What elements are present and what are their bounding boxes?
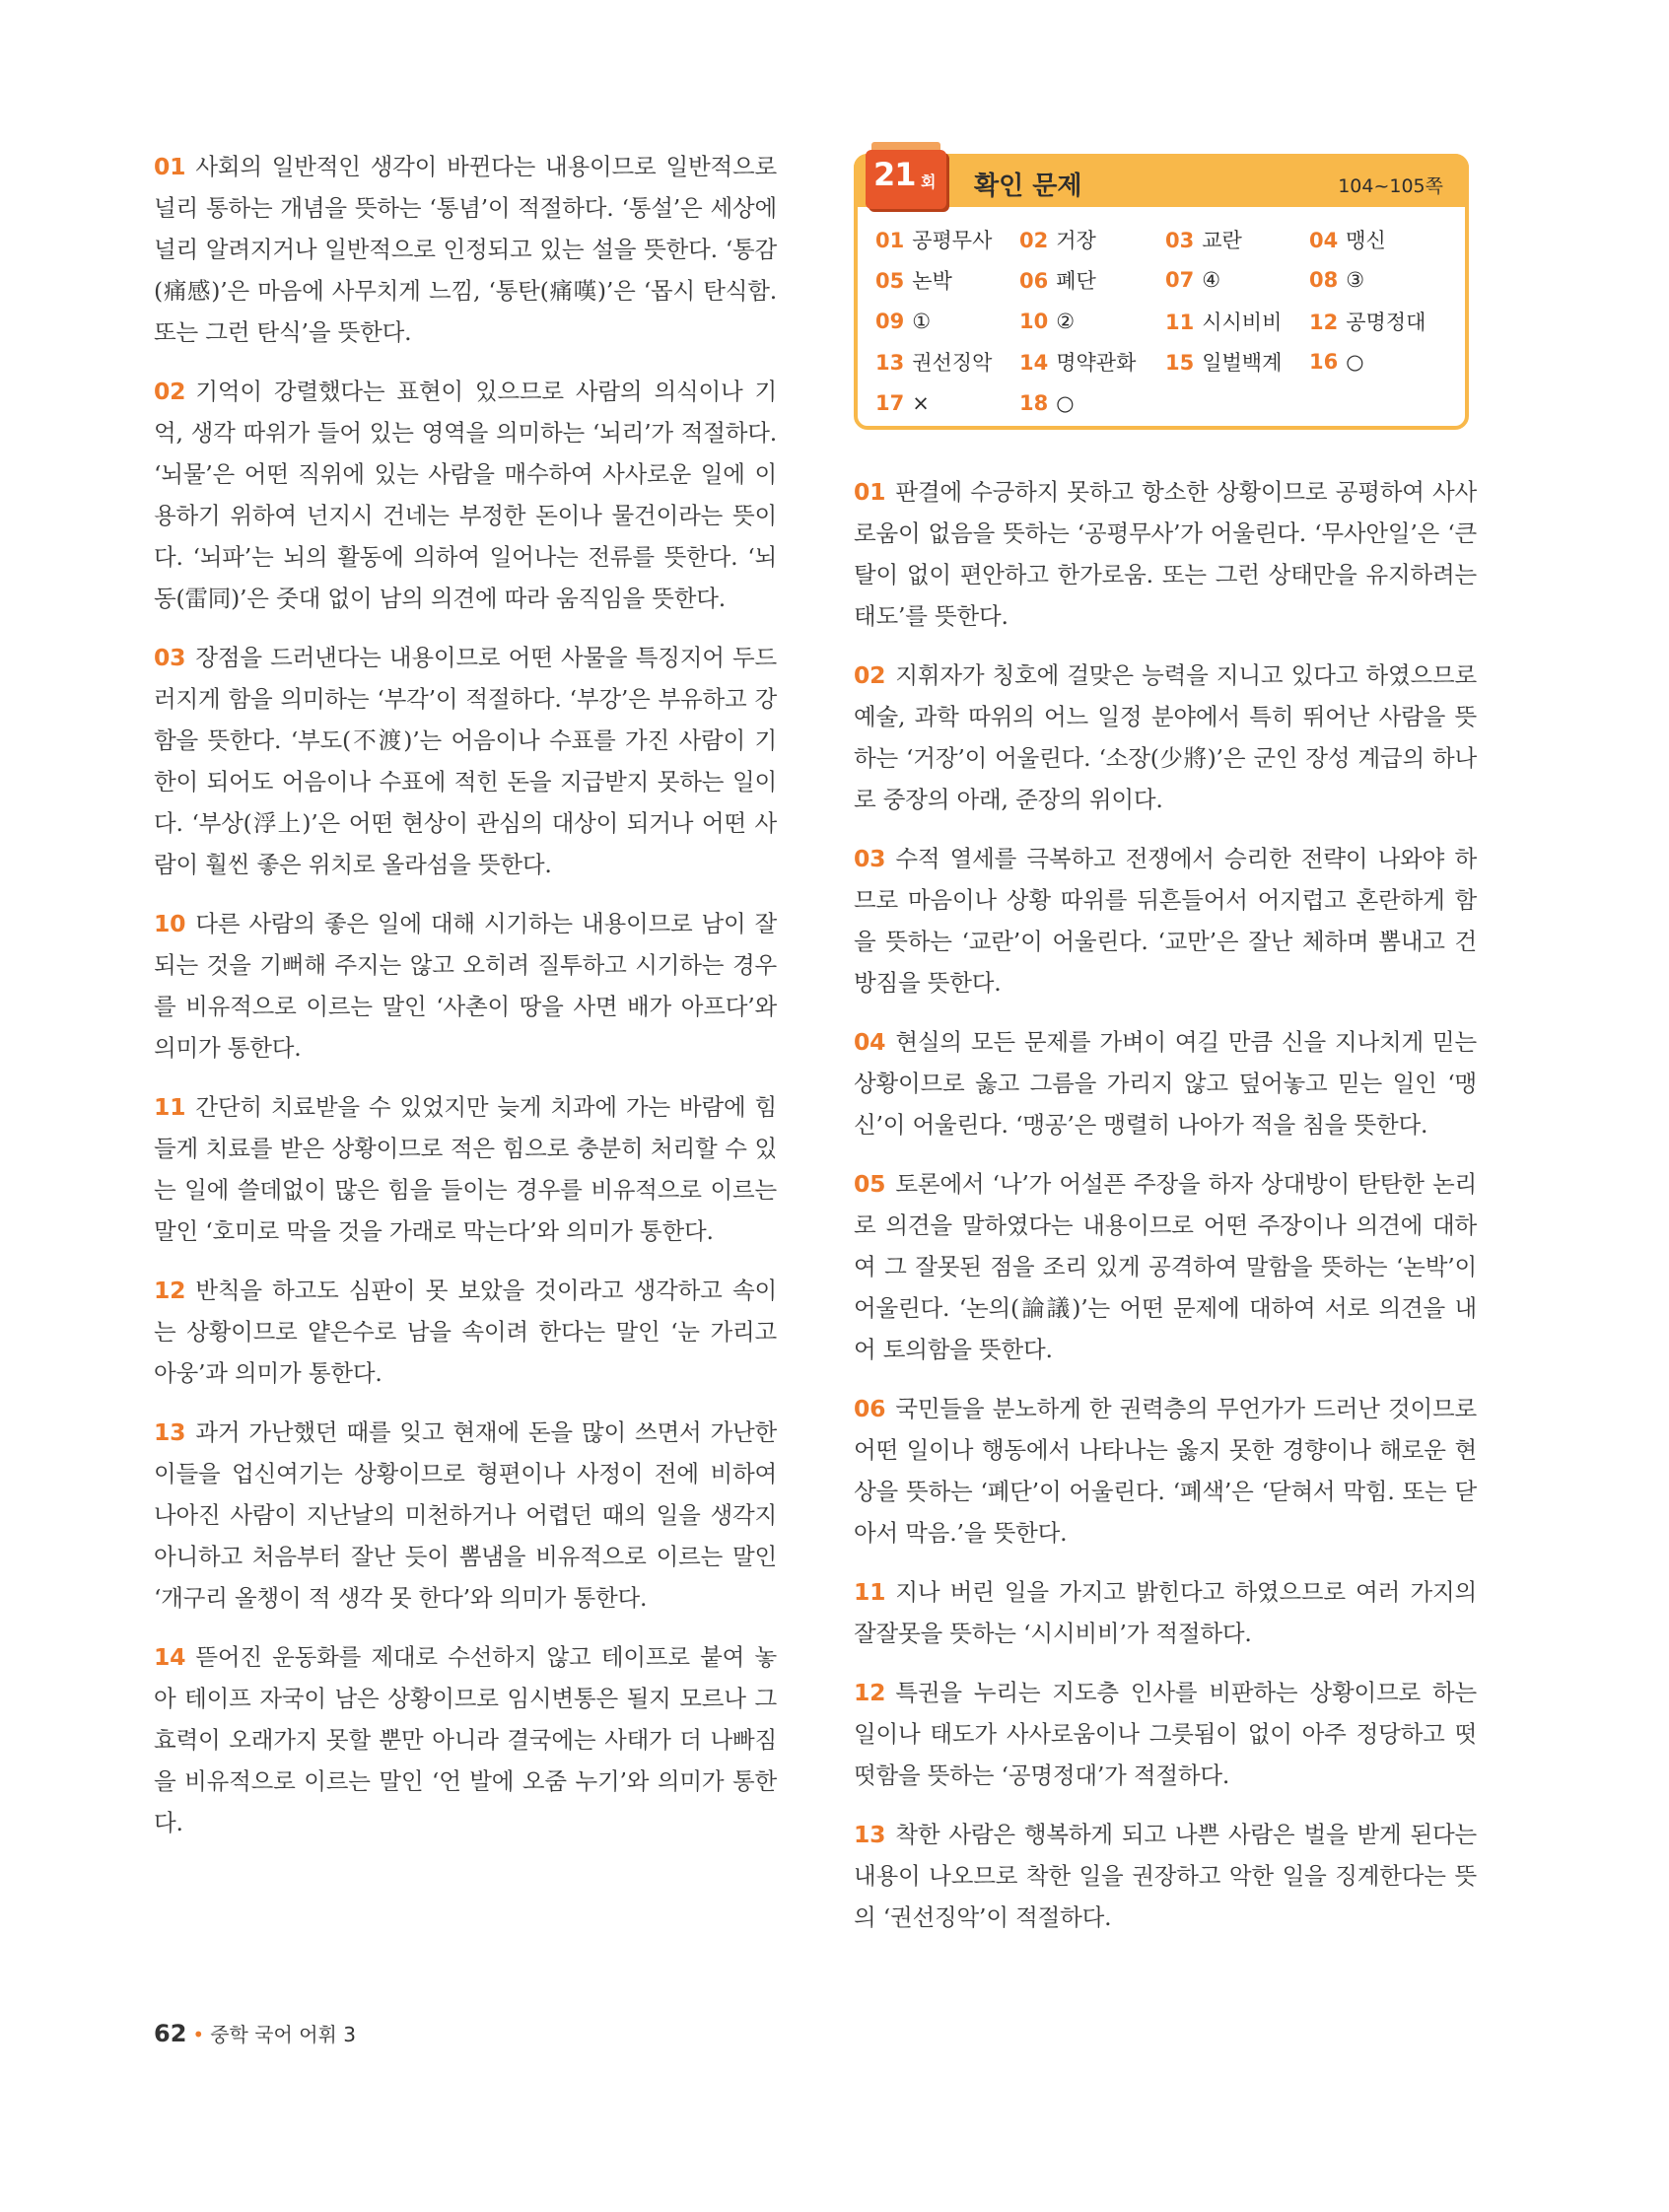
answer-number: 01 — [875, 228, 905, 252]
answer-cell — [875, 265, 1019, 295]
lesson-badge — [866, 150, 946, 209]
item-number: 01 — [854, 478, 886, 506]
answer-number: 02 — [1019, 228, 1049, 252]
explanation-item — [154, 1086, 777, 1252]
explanation-item — [154, 1636, 777, 1843]
item-text: 반칙을 하고도 심판이 못 보았을 것이라고 생각하고 속이는 상황이므로 얕은수로 남을 속이려 한다는 말인 ‘눈 가리고 아웅’과 의미가 통한다. — [154, 1277, 777, 1387]
answer-number: 06 — [1019, 269, 1049, 294]
answer-text: × — [912, 390, 930, 415]
answer-grid — [875, 219, 1457, 424]
answer-number: 10 — [1019, 309, 1049, 333]
answer-text: ④ — [1202, 268, 1221, 293]
answer-cell — [1165, 347, 1309, 377]
book-title: 중학 국어 어휘 3 — [210, 2023, 356, 2046]
answer-cell — [1019, 225, 1165, 254]
right-column — [854, 471, 1477, 1956]
answer-cell — [875, 347, 1019, 377]
answer-cell — [1165, 307, 1309, 336]
explanation-item — [854, 1021, 1477, 1145]
page-number: 62 — [154, 2020, 187, 2047]
answer-cell — [1019, 265, 1165, 295]
item-number: 06 — [854, 1395, 886, 1422]
answer-text: ○ — [1346, 350, 1364, 375]
page-footer — [154, 2019, 356, 2047]
explanation-item — [154, 146, 777, 353]
answer-number: 16 — [1309, 350, 1339, 375]
item-text: 수적 열세를 극복하고 전쟁에서 승리한 전략이 나와야 하므로 마음이나 상황 따위를 뒤흔들어서 어지럽고 혼란하게 함을 뜻하는 ‘교란’이 어울린다. ‘교만’은 잘난 체하며 뽐내고 건방짐을 뜻한다. — [854, 845, 1477, 997]
answer-text: ③ — [1346, 268, 1365, 293]
answer-number: 15 — [1165, 351, 1195, 376]
answer-number: 09 — [875, 309, 905, 333]
explanation-item — [854, 655, 1477, 820]
item-number: 04 — [854, 1028, 886, 1056]
answer-text: 논박 — [912, 269, 952, 294]
answer-text: 명약관화 — [1056, 351, 1137, 376]
answer-text: ② — [1056, 309, 1076, 333]
item-number: 05 — [854, 1170, 886, 1198]
answer-cell — [1019, 391, 1165, 415]
item-text: 특권을 누리는 지도층 인사를 비판하는 상황이므로 하는 일이나 태도가 사사로움이나 그릇됨이 없이 아주 정당하고 떳떳함을 뜻하는 ‘공명정대’가 적절하다. — [854, 1679, 1477, 1789]
answer-text: 공명정대 — [1346, 310, 1426, 334]
item-text: 뜯어진 운동화를 제대로 수선하지 않고 테이프로 붙여 놓아 테이프 자국이 남은 상황이므로 임시변통은 될지 모르나 그 효력이 오래가지 못할 뿐만 아니라 결국에는 사태가 더 나빠짐을 비유적으로 이르는 말인 ‘언 발에 오줌 누기’와 의미가 통한다. — [154, 1643, 777, 1836]
answer-text: 맹신 — [1346, 228, 1386, 252]
answer-number: 14 — [1019, 351, 1049, 376]
item-text: 토론에서 ‘나’가 어설픈 주장을 하자 상대방이 탄탄한 논리로 의견을 말하였다는 내용이므로 어떤 주장이나 의견에 대하여 그 잘못된 점을 조리 있게 공격하여 말함을 뜻하는 ‘논박’이 어울린다. ‘논의(論議)’는 어떤 문제에 대하여 서로 의견을 내어 토의함을 뜻한다. — [854, 1170, 1477, 1363]
answer-cell — [875, 310, 1019, 333]
item-number: 01 — [154, 153, 186, 180]
answer-text: 교란 — [1202, 228, 1242, 252]
item-text: 지나 버린 일을 가지고 밝힌다고 하였으므로 여러 가지의 잘잘못을 뜻하는 ‘시시비비’가 적절하다. — [854, 1578, 1477, 1647]
item-number: 03 — [154, 644, 186, 671]
answer-text: ○ — [1056, 390, 1075, 415]
answer-cell — [1165, 268, 1309, 292]
item-number: 03 — [854, 845, 886, 872]
item-text: 기억이 강렬했다는 표현이 있으므로 사람의 의식이나 기억, 생각 따위가 들어 있는 영역을 의미하는 ‘뇌리’가 적절하다. ‘뇌물’은 어떤 직위에 있는 사람을 매수하여 사사로운 일에 이용하기 위하여 넌지시 건네는 부정한 돈이나 물건이라는 뜻이다. ‘뇌파’는 뇌의 활동에 의하여 일어나는 전류를 뜻한다. ‘뇌동(雷同)’은 줏대 없이 남의 의견에 따라 움직임을 뜻한다. — [154, 378, 777, 612]
item-number: 11 — [154, 1093, 186, 1121]
answer-cell — [1309, 307, 1457, 336]
answer-cell — [1019, 347, 1165, 377]
item-text: 착한 사람은 행복하게 되고 나쁜 사람은 벌을 받게 된다는 내용이 나오므로 착한 일을 권장하고 악한 일을 징계한다는 뜻의 ‘권선징악’이 적절하다. — [854, 1821, 1477, 1931]
item-number: 13 — [154, 1418, 186, 1446]
explanation-item — [154, 1270, 777, 1394]
answer-cell — [1309, 350, 1457, 374]
explanation-item — [854, 471, 1477, 637]
explanation-item — [854, 1814, 1477, 1938]
footer-separator: • — [192, 2023, 205, 2046]
explanation-item — [154, 637, 777, 885]
explanation-item — [854, 1388, 1477, 1554]
item-number: 11 — [854, 1578, 886, 1606]
explanation-item — [154, 371, 777, 619]
item-number: 12 — [154, 1277, 186, 1304]
item-text: 판결에 수긍하지 못하고 항소한 상황이므로 공평하여 사사로움이 없음을 뜻하는 ‘공평무사’가 어울린다. ‘무사안일’은 ‘큰 탈이 없이 편안하고 한가로움. 또는 그런 상태만을 유지하려는 태도’를 뜻한다. — [854, 478, 1477, 630]
item-number: 10 — [154, 910, 186, 937]
answer-number: 18 — [1019, 390, 1049, 415]
answer-number: 07 — [1165, 268, 1195, 293]
item-text: 과거 가난했던 때를 잊고 현재에 돈을 많이 쓰면서 가난한 이들을 업신여기는 상황이므로 형편이나 사정이 전에 비하여 나아진 사람이 지난날의 미천하거나 어렵던 때의 일을 생각지 아니하고 처음부터 잘난 듯이 뽐냄을 비유적으로 이르는 말인 ‘개구리 올챙이 적 생각 못 한다’와 의미가 통한다. — [154, 1418, 777, 1612]
answer-text: 폐단 — [1056, 269, 1096, 294]
answer-cell — [1019, 310, 1165, 333]
lesson-number: 21 — [873, 156, 916, 193]
item-number: 14 — [154, 1643, 186, 1671]
explanation-item — [154, 1412, 777, 1619]
answer-cell — [1309, 268, 1457, 292]
answer-number: 13 — [875, 351, 905, 376]
answer-text: 거장 — [1056, 228, 1096, 252]
item-text: 장점을 드러낸다는 내용이므로 어떤 사물을 특징지어 두드러지게 함을 의미하는 ‘부각’이 적절하다. ‘부강’은 부유하고 강함을 뜻한다. ‘부도(不渡)’는 어음이나 수표를 가진 사람이 기한이 되어도 어음이나 수표에 적힌 돈을 지급받지 못하는 일이다. ‘부상(浮上)’은 어떤 현상이 관심의 대상이 되거나 어떤 사람이 훨씬 좋은 위치로 올라섬을 뜻한다. — [154, 644, 777, 878]
answer-text: ① — [912, 309, 932, 333]
answer-text: 시시비비 — [1202, 310, 1283, 334]
item-number: 02 — [854, 661, 886, 689]
answer-number: 05 — [875, 269, 905, 294]
answer-number: 04 — [1309, 228, 1339, 252]
answer-number: 08 — [1309, 268, 1339, 293]
answer-cell — [1309, 225, 1457, 254]
item-text: 다른 사람의 좋은 일에 대해 시기하는 내용이므로 남이 잘되는 것을 기뻐해 주지는 않고 오히려 질투하고 시기하는 경우를 비유적으로 이르는 말인 ‘사촌이 땅을 사면 배가 아프다’와 의미가 통한다. — [154, 910, 777, 1062]
answer-cell — [875, 391, 1019, 415]
answer-text: 권선징악 — [912, 351, 993, 376]
item-text: 국민들을 분노하게 한 권력층의 무언가가 드러난 것이므로 어떤 일이나 행동에서 나타나는 옳지 못한 경향이나 해로운 현상을 뜻하는 ‘폐단’이 어울린다. ‘폐색’은 ‘닫혀서 막힘. 또는 닫아서 막음.’을 뜻한다. — [854, 1395, 1477, 1547]
answer-number: 03 — [1165, 228, 1195, 252]
explanation-item — [854, 1571, 1477, 1654]
item-number: 12 — [854, 1679, 886, 1706]
answer-text: 공평무사 — [912, 228, 993, 252]
answer-text: 일벌백계 — [1202, 351, 1283, 376]
answer-key-box — [854, 154, 1469, 430]
item-number: 02 — [154, 378, 186, 405]
answer-cell — [875, 225, 1019, 254]
item-text: 간단히 치료받을 수 있었지만 늦게 치과에 가는 바람에 힘들게 치료를 받은 상황이므로 적은 힘으로 충분히 처리할 수 있는 일에 쓸데없이 많은 힘을 들이는 경우를 비유적으로 이르는 말인 ‘호미로 막을 것을 가래로 막는다’와 의미가 통한다. — [154, 1093, 777, 1245]
explanation-item — [854, 1163, 1477, 1370]
answer-number: 12 — [1309, 310, 1339, 334]
item-text: 현실의 모든 문제를 가벼이 여길 만큼 신을 지나치게 믿는 상황이므로 옳고 그름을 가리지 않고 덮어놓고 믿는 일인 ‘맹신’이 어울린다. ‘맹공’은 맹렬히 나아가 적을 침을 뜻한다. — [854, 1028, 1477, 1139]
left-column — [154, 146, 777, 1861]
item-number: 13 — [854, 1821, 886, 1848]
answer-number: 17 — [875, 390, 905, 415]
item-text: 지휘자가 칭호에 걸맞은 능력을 지니고 있다고 하였으므로 예술, 과학 따위의 어느 일정 분야에서 특히 뛰어난 사람을 뜻하는 ‘거장’이 어울린다. ‘소장(少將)’은 군인 장성 계급의 하나로 중장의 아래, 준장의 위이다. — [854, 661, 1477, 813]
item-text: 사회의 일반적인 생각이 바뀐다는 내용이므로 일반적으로 널리 통하는 개념을 뜻하는 ‘통념’이 적절하다. ‘통설’은 세상에 널리 알려지거나 일반적으로 인정되고 있는 설을 뜻한다. ‘통감(痛感)’은 마음에 사무치게 느낌, ‘통탄(痛嘆)’은 ‘몹시 탄식함. 또는 그런 탄식’을 뜻한다. — [154, 153, 777, 346]
answer-cell — [1165, 225, 1309, 254]
explanation-item — [154, 903, 777, 1069]
lesson-suffix: 회 — [921, 173, 937, 191]
answer-number: 11 — [1165, 310, 1195, 334]
explanation-item — [854, 838, 1477, 1003]
explanation-item — [854, 1672, 1477, 1796]
answer-box-pages: 104~105쪽 — [1338, 175, 1443, 197]
answer-box-title: 확인 문제 — [974, 172, 1082, 201]
